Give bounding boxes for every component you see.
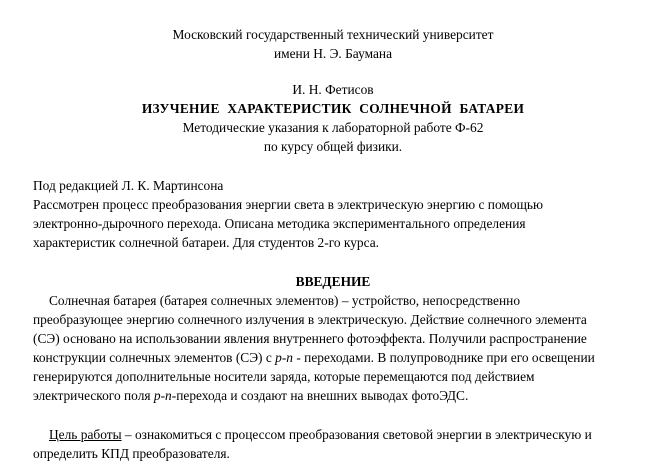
intro-line: Солнечная батарея (батарея солнечных элементов) – устройство, непосредственно <box>49 293 521 308</box>
intro-line <box>33 386 468 405</box>
goal-line: определить КПД преобразователя. <box>33 446 230 461</box>
document-title: ИЗУЧЕНИЕ ХАРАКТЕРИСТИК СОЛНЕЧНОЙ БАТАРЕИ <box>141 101 525 116</box>
annotation-line: характеристик солнечной батареи. Для студентов 2-го курса. <box>33 235 380 250</box>
introduction-heading: ВВЕДЕНИЕ <box>295 274 371 289</box>
intro-line: (СЭ) основано на использовании явления внутреннего фотоэффекта. Получили распространение <box>33 331 587 346</box>
editor-line: Под редакцией Л. К. Мартинсона <box>33 178 224 193</box>
intro-line: генерируются дополнительные носители заряда, которые перемещаются под действием <box>33 369 535 384</box>
intro-line: преобразующее энергию солнечного излучения в электрическую. Действие солнечного элемента <box>33 312 587 327</box>
intro-line <box>33 348 595 367</box>
university-name: Московский государственный технический университет <box>172 27 494 42</box>
goal-line <box>49 425 592 444</box>
pn-term: p-n <box>153 388 172 403</box>
intro-text: конструкции солнечных элементов (СЭ) с <box>33 350 276 365</box>
annotation-line: Рассмотрен процесс преобразования энергии света в электрическую энергию с помощью <box>33 197 543 212</box>
course-line: по курсу общей физики. <box>263 139 403 154</box>
intro-text: - переходами. В полупроводнике при его освещении <box>293 350 595 365</box>
intro-text: электрического поля <box>33 388 154 403</box>
annotation-line: электронно-дырочного перехода. Описана методика экспериментального определения <box>33 216 526 231</box>
pn-term: p-n <box>275 350 294 365</box>
author: И. Н. Фетисов <box>292 82 374 97</box>
goal-label: Цель работы <box>49 427 122 442</box>
goal-text: – ознакомиться с процессом преобразования световой энергии в электрическую и <box>121 427 592 442</box>
document-subtitle: Методические указания к лабораторной работе Ф-62 <box>182 120 484 135</box>
university-named-after: имени Н. Э. Баумана <box>273 46 393 61</box>
intro-text: -перехода и создают на внешних выводах фотоЭДС. <box>171 388 469 403</box>
